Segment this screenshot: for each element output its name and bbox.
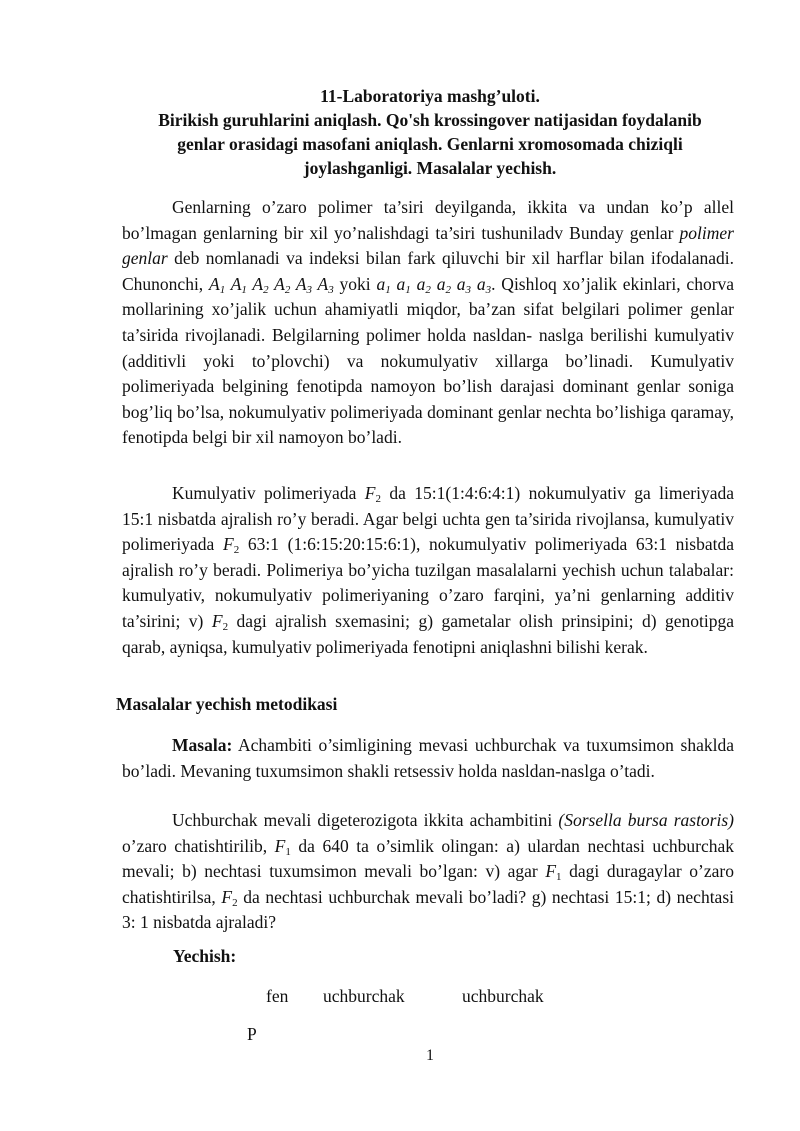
problem-label: Masala: [172,735,233,755]
paragraph-cumulative-polymery: Kumulyativ polimeriyada $F_2$ da 15:1(1:4:6:4:1) nokumulyativ ga limeriyada 15:1 nisbatda ajralish ro’y beradi. Agar belgi uchta gen ta’sirida rivojlansa, kumulyativ polimeriyada $F_2$ 63:1 (1:6:15:20:15:6:1), nokumulyativ polimeriyada 63:1 nisbatda ajralish ro’y beradi. Polimeriya bo’yicha tuzilgan masalalarni yechish uchun talabalar: kumulyativ, nokumulyativ polimeriyaning o’zaro farqini, ya’ni genlarning additiv ta’sirini; v) $F_2$ dagi ajralish sxemasini; g) gametalar olish prinsipini; d) genotipga qarab, ayniqsa, kumulyativ polimeriyada fenotipni aniqlashni bilishi kerak. [122,483,735,657]
label-parent-P: P [247,1024,257,1044]
title-line-4: joylashganligi. Masalalar yechish. [303,158,557,178]
title-line-1: 11-Laboratoriya mashg’uloti. [320,86,540,106]
phenotype-1: uchburchak [323,986,405,1006]
phenotype-2: uchburchak [462,986,544,1006]
section-heading: Masalalar yechish metodikasi [116,694,338,714]
paragraph-polymer-genes: Genlarning o’zaro polimer ta’siri deyilganda, ikkita va undan ko’p allel bo’lmagan genlarning bir xil yo’nalishdagi ta’siri tushuniladv Bunday genlar polimer genlar deb nomlanadi va indeksi bilan fark qiluvchi bir xil harflar bilan ifodalanadi. Chunonchi, $A_1$ $A_1$ $A_2$ $A_2$ $A_3$ $A_3$ yoki $a_1$ $a_1$ $a_2$ $a_2$ $a_3$ $a_3$. Qishloq xo’jalik ekinlari, chorva mollarining xo’jalik uchun ahamiyatli miqdor, ba’zan sifat belgilari polimer genlar ta’sirida rivojlanadi. Belgilarning polimer holda nasldan- naslga berilishi kumulyativ (additivli yoki to’plovchi) va nokumulyativ xillarga bo’linadi. Kumulyativ polimeriyada belgining fenotipda namoyon bo’lish darajasi dominant genlar soniga bog’liq bo’lsa, nokumulyativ polimeriyada dominant genlar nechta bo’lishiga qaramay, fenotipda belgi bir xil namoyon bo’ladi. [122,197,735,448]
solution-heading: Yechish: [173,946,237,966]
title-line-3: genlar orasidagi masofani aniqlash. Genlarni xromosomada chiziqli [177,134,683,154]
paragraph-problem: Masala: Achambiti o’simligining mevasi uchburchak va tuxumsimon shaklda bo’ladi. Mevaning tuxumsimon shakli retsessiv holda nasldan-naslga o’tadi. [122,735,734,781]
label-fen: fen [266,986,289,1006]
paragraph-problem-details: Uchburchak mevali digeterozigota ikkita achambitini (Sorsella bursa rastoris) o’zaro chatishtirilib, $F_1$ da 640 ta o’simlik olingan: a) ulardan nechtasi uchburchak mevali; b) nechtasi tuxumsimon mevali bo’lgan: v) agar $F_1$ dagi duragaylar o’zaro chatishtirilsa, $F_2$ da nechtasi uchburchak mevali bo’ladi? g) nechtasi 15:1; d) nechtasi 3: 1 nisbatda ajraladi? [122,810,734,933]
title-line-2: Birikish guruhlarini aniqlash. Qo'sh krossingover natijasidan foydalanib [158,110,702,130]
page-number: 1 [426,1047,434,1064]
